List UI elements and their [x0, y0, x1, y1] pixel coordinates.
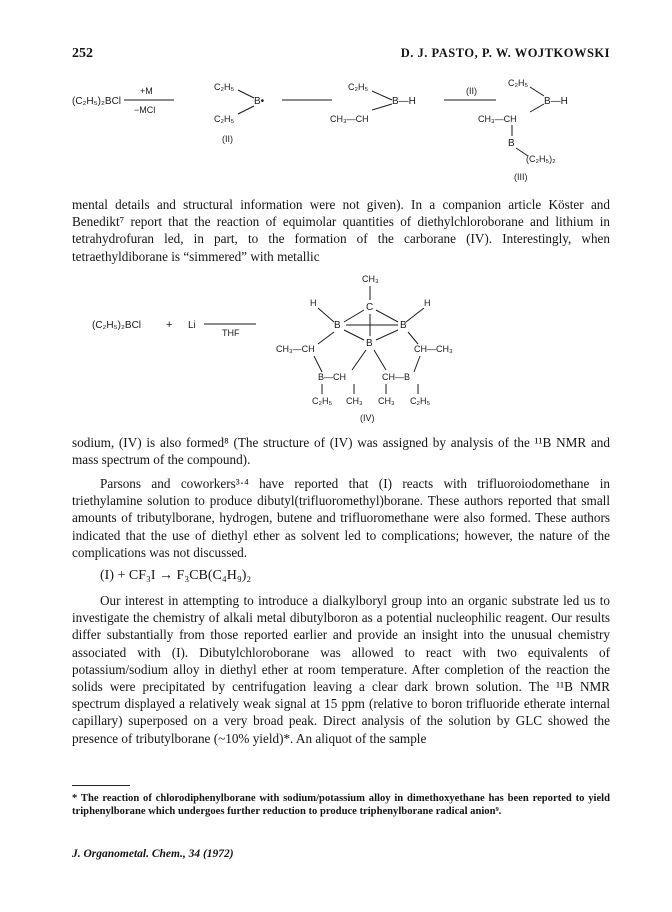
carborane-h-right: H — [424, 298, 431, 308]
carborane-h-left: H — [310, 298, 317, 308]
carborane-b-center: B — [366, 338, 373, 349]
arrow-1-bottom-label: −MCl — [134, 105, 156, 115]
carborane-c2h5-left: C₂H₅ — [312, 396, 333, 406]
footnote-rule — [72, 785, 130, 786]
carborane-ch-b-right: CH—B — [382, 372, 411, 382]
bond-bc-ch-right — [374, 350, 386, 370]
radical-bond-top — [238, 90, 254, 98]
carborane-ch3-ch-left: CH₃—CH — [276, 344, 315, 354]
carborane-ch3-right: CH₃ — [378, 396, 395, 406]
bond-bc-ch-left — [352, 350, 366, 370]
carborane-ch3-top: CH₃ — [362, 274, 379, 284]
paragraph-companion-article: mental details and structural information were not given). In a companion article Köster and Benedikt⁷ report that the reaction of equimolar quantities of diethylchloroborane and lithium in tetrahydrofuran led, in part, to the formation of the carborane (IV). Interestingly, when tetraethyldiborane is “simmered” with metallic — [72, 197, 610, 264]
label-II-first: (II) — [222, 134, 233, 144]
carborane-ch3-left: CH₃ — [346, 396, 363, 406]
scheme2-arrow-label: THF — [222, 328, 240, 338]
equation-cf3i: (I) + CF₃I → F₃CB(C₄H₉)₂ — [100, 568, 252, 583]
product-bond-top — [530, 87, 544, 96]
product-bond-mid — [530, 104, 544, 112]
bond-h-right — [406, 308, 424, 322]
radical-ethyl-top: C₂H₅ — [214, 82, 235, 92]
product-ch-chain: CH₃—CH — [478, 114, 517, 124]
bond-br-c — [376, 310, 398, 322]
paragraph-our-interest: Our interest in attempting to introduce a dialkylboryl group into an organic substrate led us to investigate the chemistry of alkali metal dibutylboron as a potential nucleophilic reagent. Our results differ substantially from those reported earlier and provide an insight into the unusual chemistry associated with (I). Dibutylchloroborane was allowed to react with two equivalents of potassium/sodium alloy in diethyl ether at room temperature. After completion of the reaction the solids were precipitated by centrifugation leaving a clear dark brown solution. The ¹¹B NMR spectrum displayed a relatively weak signal at 15 ppm (relative to boron trifluoride etherate internal capillary) superposed on a very broad peak. Direct analysis of the solution by GLC showed the presence of tributylborane (~10% yield)*. An aliquot of the sample — [72, 593, 610, 746]
bond-br-ch-right — [408, 332, 418, 344]
bond-bl-bc — [344, 330, 364, 340]
reaction-scheme-1 — [0, 70, 672, 192]
product-bh: B—H — [544, 96, 568, 107]
carborane-c2h5-right: C₂H₅ — [410, 396, 431, 406]
footnote: * The reaction of chlorodiphenylborane with sodium/potassium alloy in dimethoxyethane has been reported to yield triphenylborane which undergoes further reduction to produce triphenylborane radical anion⁹. — [72, 793, 610, 818]
journal-reference: J. Organometal. Chem., 34 (1972) — [72, 848, 234, 860]
radical-boron: B• — [254, 96, 265, 107]
radical-ethyl-bottom: C₂H₅ — [214, 114, 235, 124]
carborane-b-left: B — [334, 320, 341, 331]
carborane-c-center: C — [366, 302, 374, 313]
arrow-3-label: (II) — [466, 86, 477, 96]
bond-bl-ch-left — [318, 332, 334, 344]
carborane-ch-ch3-right: CH—CH₃ — [414, 344, 453, 354]
running-head-authors: D. J. PASTO, P. W. WOJTKOWSKI — [400, 46, 610, 60]
paragraph-sodium: sodium, (IV) is also formed⁸ (The structure of (IV) was assigned by analysis of the ¹¹B NMR and mass spectrum of the compound). — [72, 435, 610, 468]
product-diethyl: (C₂H₅)₂ — [526, 154, 556, 164]
arrow-1-top-label: +M — [140, 86, 153, 96]
scheme2-plus: + — [166, 319, 173, 331]
bond-ch-right-b — [414, 356, 420, 372]
boryl-bond-bottom — [372, 104, 392, 110]
scheme2-lithium: Li — [188, 320, 196, 331]
label-IV: (IV) — [360, 413, 375, 423]
boryl-ch-chain: CH₃—CH — [330, 114, 369, 124]
radical-bond-bottom — [238, 106, 254, 114]
carborane-b-ch-left: B—CH — [318, 372, 347, 382]
boryl-bh: B—H — [392, 96, 416, 107]
reactant-diethylchloroborane: (C₂H₅)₂BCl — [72, 96, 122, 107]
bond-bl-c — [344, 310, 364, 322]
bond-br-bc — [376, 330, 398, 340]
product-boron: B — [508, 138, 515, 149]
carborane-b-right: B — [400, 320, 407, 331]
boryl-bond-top — [372, 91, 392, 100]
paragraph-parsons: Parsons and coworkers³·⁴ have reported that (I) reacts with trifluoroiodomethane in triethylamine solution to produce dibutyl(trifluoromethyl)borane. These authors reported that small amounts of tributylborane, hydrogen, butene and trifluoromethane were also formed. These authors indicated that the use of diethyl ether as solvent led to complications; however, the nature of the complications was not discussed. — [72, 476, 610, 560]
scheme2-reactant: (C₂H₅)₂BCl — [92, 320, 142, 331]
boryl-ethyl: C₂H₅ — [348, 82, 369, 92]
bond-ch-left-b — [314, 356, 322, 372]
reaction-scheme-2 — [0, 266, 672, 426]
product-ethyl: C₂H₅ — [508, 78, 529, 88]
page-number: 252 — [72, 46, 93, 61]
page-header — [72, 46, 610, 64]
label-III: (III) — [514, 172, 528, 182]
bond-h-left — [318, 308, 334, 322]
